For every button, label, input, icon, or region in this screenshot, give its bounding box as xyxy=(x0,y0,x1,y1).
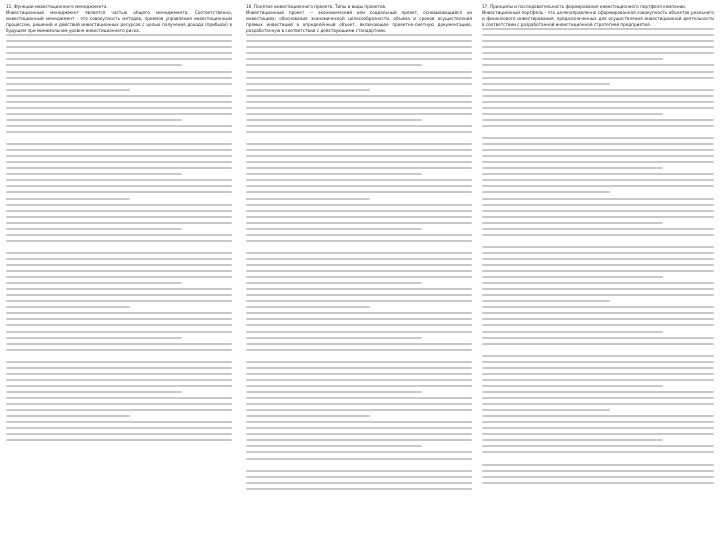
text-line xyxy=(6,300,232,302)
text-line xyxy=(246,276,472,278)
text-line xyxy=(482,167,663,169)
text-line xyxy=(482,137,714,139)
text-line xyxy=(246,294,472,296)
text-line xyxy=(246,113,472,115)
text-line xyxy=(6,331,232,333)
text-line xyxy=(482,89,714,91)
text-line xyxy=(482,464,714,466)
text-line xyxy=(246,288,472,290)
text-line xyxy=(482,179,714,181)
text-line xyxy=(6,228,182,230)
text-line xyxy=(6,161,232,163)
section-text-11: Инвестиционный менеджмент является частью общего менеджмента. Соответственно, инвестиционный менеджмент - это совокупность методов, приемов управления инвестиционным процессом, решений и действий инвестиционных ресурсов с целью получения дохода (прибыли) в будущем при минимальном уровне инвестиционного риска. xyxy=(6,10,232,34)
text-line xyxy=(6,294,232,296)
text-line xyxy=(482,40,714,42)
text-line xyxy=(6,198,130,200)
text-line xyxy=(6,361,232,363)
text-line xyxy=(6,355,232,357)
section-heading-16: 16. Понятие инвестиционного проекта. Типы и виды проектов. xyxy=(246,4,387,9)
text-line xyxy=(6,107,232,109)
text-line xyxy=(246,52,472,54)
text-line xyxy=(482,71,714,73)
text-line xyxy=(6,234,232,236)
text-line xyxy=(6,173,182,175)
text-line xyxy=(246,191,472,193)
text-line xyxy=(482,240,714,242)
text-line xyxy=(246,470,472,472)
section-body-lines xyxy=(482,28,714,484)
text-line xyxy=(6,427,232,429)
text-column-right xyxy=(482,4,714,534)
text-line xyxy=(482,373,714,375)
text-line xyxy=(246,210,472,212)
text-line xyxy=(482,445,714,447)
text-line xyxy=(6,421,232,423)
text-line xyxy=(6,64,182,66)
text-line xyxy=(6,131,232,133)
text-line xyxy=(6,391,182,393)
text-line xyxy=(6,337,182,339)
text-line xyxy=(6,185,232,187)
text-line xyxy=(482,294,714,296)
text-line xyxy=(482,228,714,230)
text-line xyxy=(482,222,663,224)
text-line xyxy=(246,464,472,466)
text-line xyxy=(246,101,472,103)
text-line xyxy=(482,270,714,272)
text-line xyxy=(246,58,472,60)
text-line xyxy=(246,427,472,429)
text-line xyxy=(482,476,714,478)
text-line xyxy=(246,355,472,357)
text-line xyxy=(6,433,232,435)
text-column-left xyxy=(6,4,232,534)
text-line xyxy=(6,373,232,375)
text-line xyxy=(6,125,232,127)
text-line xyxy=(6,210,232,212)
text-line xyxy=(6,83,232,85)
text-line xyxy=(482,246,714,248)
text-line xyxy=(6,216,232,218)
text-line xyxy=(482,306,714,308)
text-line xyxy=(246,337,422,339)
text-line xyxy=(482,458,714,460)
text-line xyxy=(482,131,714,133)
text-line xyxy=(246,482,472,484)
section-text-17: Инвестиционный портфель - это целенаправленно сформированная совокупность объектов реального и финансового инвестирования, предназначенных для осуществления инвестиционной деятельности в соответствии с разработанной инвестиционной стратегией предприятия. xyxy=(482,10,714,28)
text-line xyxy=(246,445,422,447)
text-line xyxy=(246,222,472,224)
text-line xyxy=(482,77,714,79)
text-line xyxy=(246,198,370,200)
text-line xyxy=(6,343,232,345)
text-line xyxy=(6,282,182,284)
text-line xyxy=(246,373,472,375)
text-line xyxy=(246,83,472,85)
text-column-middle xyxy=(246,4,472,534)
text-line xyxy=(246,391,422,393)
text-line xyxy=(6,143,232,145)
text-line xyxy=(246,40,472,42)
text-line xyxy=(482,324,714,326)
text-line xyxy=(482,337,714,339)
text-line xyxy=(246,476,472,478)
text-line xyxy=(6,77,232,79)
text-line xyxy=(482,331,663,333)
text-line xyxy=(482,83,610,85)
section-heading-11: 11. Функции инвестиционного менеджмента. xyxy=(6,4,108,9)
text-line xyxy=(246,258,472,260)
text-line xyxy=(246,385,472,387)
text-line xyxy=(6,40,232,42)
text-line xyxy=(6,324,232,326)
text-line xyxy=(6,101,232,103)
text-line xyxy=(482,288,714,290)
text-line xyxy=(6,155,232,157)
text-line xyxy=(482,101,714,103)
text-line xyxy=(6,179,232,181)
text-line xyxy=(482,433,714,435)
text-line xyxy=(482,482,714,484)
text-line xyxy=(246,433,472,435)
text-line xyxy=(482,198,714,200)
text-line xyxy=(6,204,232,206)
text-line xyxy=(482,46,714,48)
text-line xyxy=(482,28,714,30)
text-line xyxy=(6,240,232,242)
text-line xyxy=(482,216,714,218)
text-line xyxy=(246,161,472,163)
text-line xyxy=(482,385,663,387)
text-line xyxy=(246,234,472,236)
text-line xyxy=(482,276,663,278)
text-line xyxy=(246,451,472,453)
text-line xyxy=(246,324,472,326)
text-line xyxy=(246,458,472,460)
text-line xyxy=(6,397,232,399)
text-line xyxy=(6,415,130,417)
text-line xyxy=(482,470,714,472)
text-line xyxy=(6,119,182,121)
text-line xyxy=(246,155,472,157)
text-line xyxy=(482,210,714,212)
text-line xyxy=(246,421,472,423)
text-line xyxy=(482,234,714,236)
text-line xyxy=(482,107,714,109)
text-line xyxy=(6,264,232,266)
text-line xyxy=(482,113,663,115)
text-line xyxy=(6,276,232,278)
section-text-16: Инвестиционный проект — экономический или социальный проект, основывающийся на инвестициях; обоснование экономической целесообразности, объема и сроков осуществления прямых инвестиций в определённый объект, включающее проектно-сметную документацию, разработанную в соответствии с действующими стандартами. xyxy=(246,10,472,34)
text-line xyxy=(482,403,714,405)
text-line xyxy=(246,167,472,169)
text-line xyxy=(482,125,714,127)
text-line xyxy=(246,125,472,127)
text-line xyxy=(6,367,232,369)
text-line xyxy=(246,367,472,369)
text-line xyxy=(246,415,370,417)
text-line xyxy=(6,246,232,248)
text-line xyxy=(6,403,232,405)
text-line xyxy=(482,282,714,284)
text-line xyxy=(246,312,472,314)
text-line xyxy=(482,161,714,163)
text-line xyxy=(246,173,422,175)
text-line xyxy=(246,95,472,97)
text-line xyxy=(482,34,714,36)
text-line xyxy=(6,379,232,381)
text-line xyxy=(246,246,472,248)
text-line xyxy=(6,252,232,254)
text-line xyxy=(482,427,714,429)
text-line xyxy=(6,46,232,48)
text-line xyxy=(482,204,714,206)
text-line xyxy=(246,64,422,66)
text-line xyxy=(482,318,714,320)
text-line xyxy=(482,64,714,66)
text-line xyxy=(482,155,714,157)
text-line xyxy=(246,34,472,36)
text-line xyxy=(246,137,472,139)
text-line xyxy=(246,185,472,187)
text-line xyxy=(482,343,714,345)
text-line xyxy=(6,52,232,54)
text-line xyxy=(246,282,422,284)
text-line xyxy=(482,361,714,363)
text-line xyxy=(482,421,714,423)
text-line xyxy=(246,488,472,490)
text-line xyxy=(246,131,472,133)
text-line xyxy=(6,258,232,260)
text-line xyxy=(482,439,663,441)
text-line xyxy=(246,318,472,320)
text-line xyxy=(246,270,472,272)
text-line xyxy=(246,179,472,181)
text-line xyxy=(246,306,370,308)
text-line xyxy=(246,397,472,399)
text-line xyxy=(246,143,472,145)
text-line xyxy=(6,349,232,351)
text-line xyxy=(246,300,472,302)
text-line xyxy=(246,264,472,266)
text-line xyxy=(6,58,232,60)
text-line xyxy=(482,312,714,314)
text-line xyxy=(6,288,232,290)
text-line xyxy=(482,409,610,411)
text-line xyxy=(482,52,714,54)
text-line xyxy=(482,58,663,60)
text-line xyxy=(246,89,370,91)
text-line xyxy=(246,204,472,206)
text-line xyxy=(482,173,714,175)
text-line xyxy=(6,34,232,36)
text-line xyxy=(6,312,232,314)
text-line xyxy=(246,240,472,242)
text-line xyxy=(482,397,714,399)
text-line xyxy=(482,191,610,193)
text-line xyxy=(246,252,472,254)
section-heading-17: 17. Принципы и последовательность формирования инвестиционного портфеля компании. xyxy=(482,4,687,9)
text-line xyxy=(6,318,232,320)
text-line xyxy=(246,71,472,73)
text-line xyxy=(246,349,472,351)
text-line xyxy=(482,391,714,393)
text-line xyxy=(6,95,232,97)
text-line xyxy=(246,149,472,151)
text-line xyxy=(482,252,714,254)
text-line xyxy=(246,361,472,363)
text-line xyxy=(482,355,714,357)
text-line xyxy=(6,167,232,169)
text-line xyxy=(6,439,232,441)
text-line xyxy=(6,71,232,73)
text-line xyxy=(6,149,232,151)
text-line xyxy=(482,95,714,97)
text-line xyxy=(6,222,232,224)
text-line xyxy=(482,379,714,381)
text-line xyxy=(6,191,232,193)
text-line xyxy=(246,107,472,109)
text-line xyxy=(246,331,472,333)
text-line xyxy=(482,349,714,351)
section-body-lines xyxy=(6,34,232,441)
text-line xyxy=(246,409,472,411)
text-line xyxy=(482,258,714,260)
text-line xyxy=(246,439,472,441)
text-line xyxy=(482,300,610,302)
text-line xyxy=(6,89,130,91)
text-line xyxy=(6,113,232,115)
text-line xyxy=(246,403,472,405)
text-line xyxy=(246,119,422,121)
text-line xyxy=(246,228,422,230)
text-line xyxy=(246,46,472,48)
text-line xyxy=(482,264,714,266)
text-line xyxy=(6,409,232,411)
text-line xyxy=(246,77,472,79)
text-line xyxy=(6,137,232,139)
text-line xyxy=(246,216,472,218)
text-line xyxy=(482,143,714,145)
text-line xyxy=(6,306,130,308)
text-line xyxy=(482,451,714,453)
text-line xyxy=(482,119,714,121)
text-line xyxy=(246,379,472,381)
text-line xyxy=(482,185,714,187)
text-line xyxy=(482,149,714,151)
text-line xyxy=(246,343,472,345)
text-line xyxy=(482,367,714,369)
text-line xyxy=(6,385,232,387)
section-body-lines xyxy=(246,34,472,490)
text-line xyxy=(6,270,232,272)
text-line xyxy=(482,415,714,417)
